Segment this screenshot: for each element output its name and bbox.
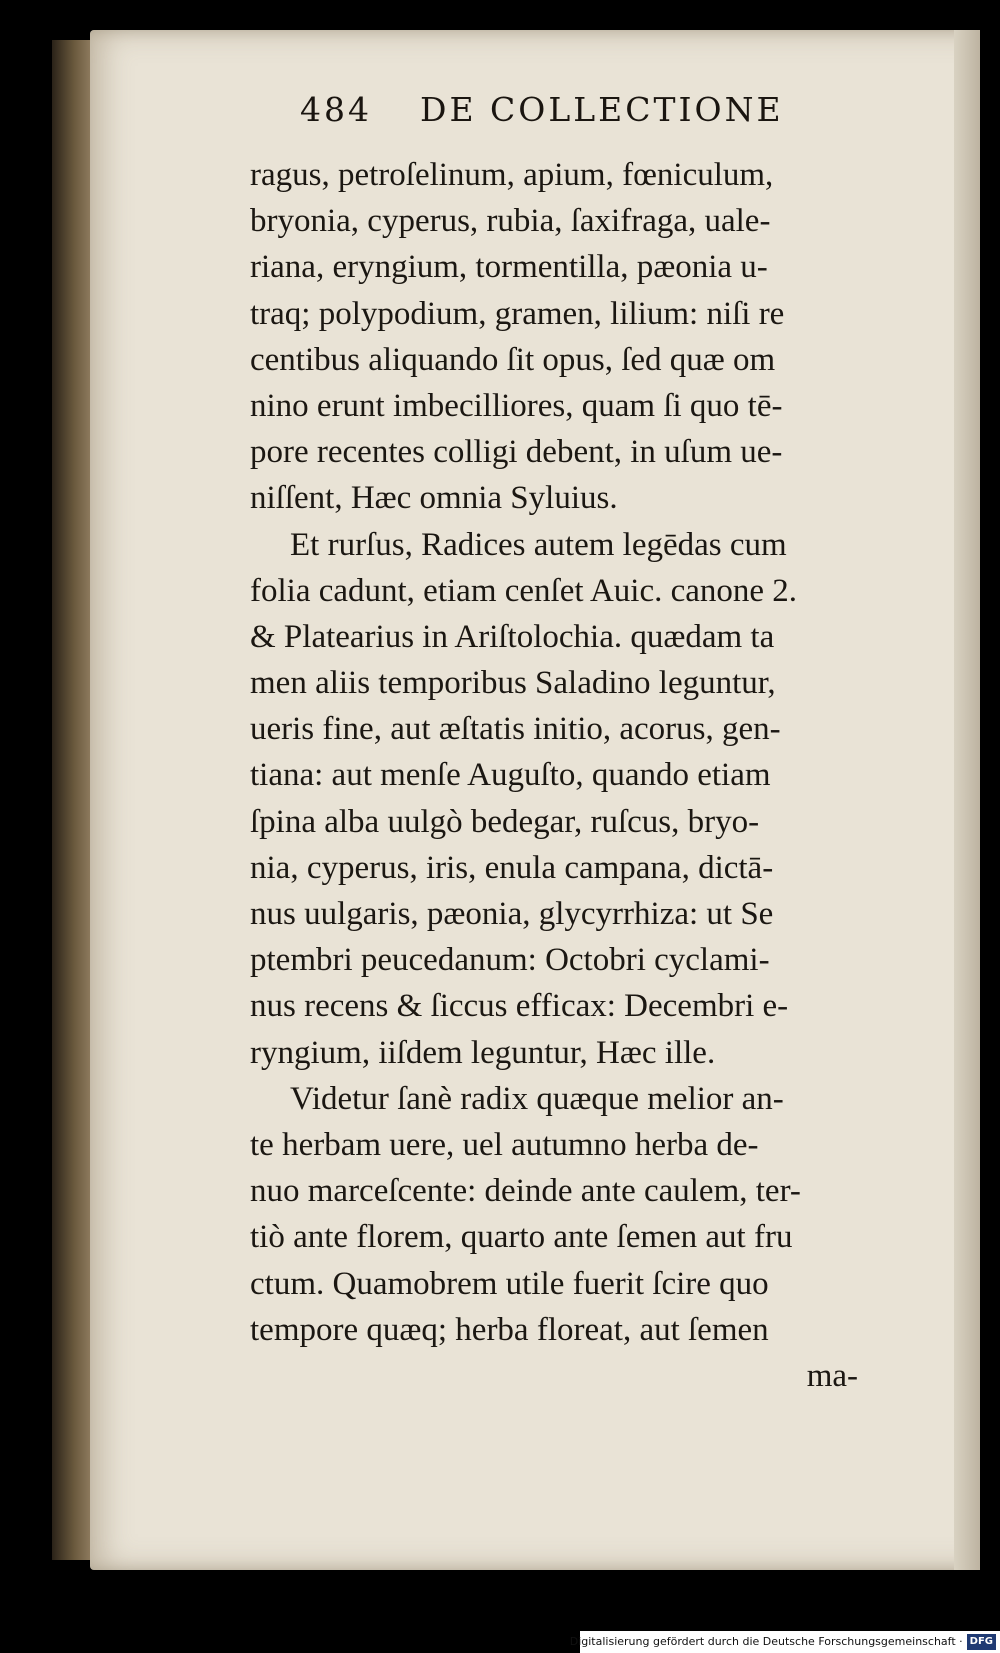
text-line: ragus, petroſelinum, apium, fœniculum, bbox=[250, 157, 774, 193]
text-line: & Platearius in Ariſtolochia. quædam ta bbox=[250, 618, 775, 655]
text-line: riana, eryngium, tormentilla, pæonia u- bbox=[250, 249, 768, 286]
text-line: nus uulgaris, pæonia, glycyrrhiza: ut Se bbox=[250, 896, 774, 932]
page-number: 484 bbox=[300, 90, 372, 129]
text-line: niſſent, Hæc omnia Syluius. bbox=[250, 480, 618, 517]
text-line: ueris fine, aut æſtatis initio, acorus, gen- bbox=[250, 711, 781, 748]
digitization-credit bbox=[569, 1631, 1000, 1653]
text-line: traq; polypodium, gramen, lilium: niſi re bbox=[250, 295, 785, 332]
text-line: ctum. Quamobrem utile fuerit ſcire quo bbox=[250, 1265, 769, 1302]
dfg-logo: DFG bbox=[967, 1634, 996, 1650]
text-line: ptembri peucedanum: Octobri cyclami- bbox=[250, 942, 770, 979]
text-line-paragraph-start: Et rurſus, Radices autem legēdas cum bbox=[290, 526, 787, 563]
text-line: tempore quæq; herba floreat, aut ſemen bbox=[250, 1311, 769, 1348]
text-line: men aliis temporibus Saladino leguntur, bbox=[250, 665, 776, 702]
page-edge bbox=[954, 30, 980, 1570]
running-head bbox=[300, 82, 860, 138]
text-line: bryonia, cyperus, rubia, ſaxifraga, uale- bbox=[250, 203, 771, 240]
text-line: tiana: aut menſe Auguſto, quando etiam bbox=[250, 757, 771, 794]
text-line: folia cadunt, etiam cenſet Auic. canone 2. bbox=[250, 572, 798, 609]
text-line: te herbam uere, uel autumno herba de- bbox=[250, 1126, 759, 1163]
text-line: nino erunt imbecilliores, quam ſi quo tē- bbox=[250, 387, 783, 424]
running-title: DE COLLECTIONE bbox=[420, 90, 784, 129]
text-line: ſpina alba uulgò bedegar, ruſcus, bryo- bbox=[250, 803, 760, 840]
text-line: pore recentes colligi debent, in uſum ue- bbox=[250, 434, 783, 471]
catchword: ma- bbox=[806, 1357, 858, 1394]
text-line: nia, cyperus, iris, enula campana, dictā- bbox=[250, 849, 774, 886]
text-line: nuo marceſcente: deinde ante caulem, ter- bbox=[250, 1173, 801, 1210]
text-line-paragraph-start: Videtur ſanè radix quæque melior an- bbox=[290, 1080, 784, 1117]
text-line: centibus aliquando ſit opus, ſed quæ om bbox=[250, 341, 776, 378]
text-line: tiò ante florem, quarto ante ſemen aut fru bbox=[250, 1219, 793, 1256]
credit-text: Digitalisierung gefördert durch die Deutsche Forschungsgemeinschaft · bbox=[569, 1635, 963, 1648]
text-line: ryngium, iiſdem leguntur, Hæc ille. bbox=[250, 1034, 716, 1071]
body-text bbox=[250, 152, 870, 1399]
text-line: nus recens & ſiccus efficax: Decembri e- bbox=[250, 988, 789, 1025]
